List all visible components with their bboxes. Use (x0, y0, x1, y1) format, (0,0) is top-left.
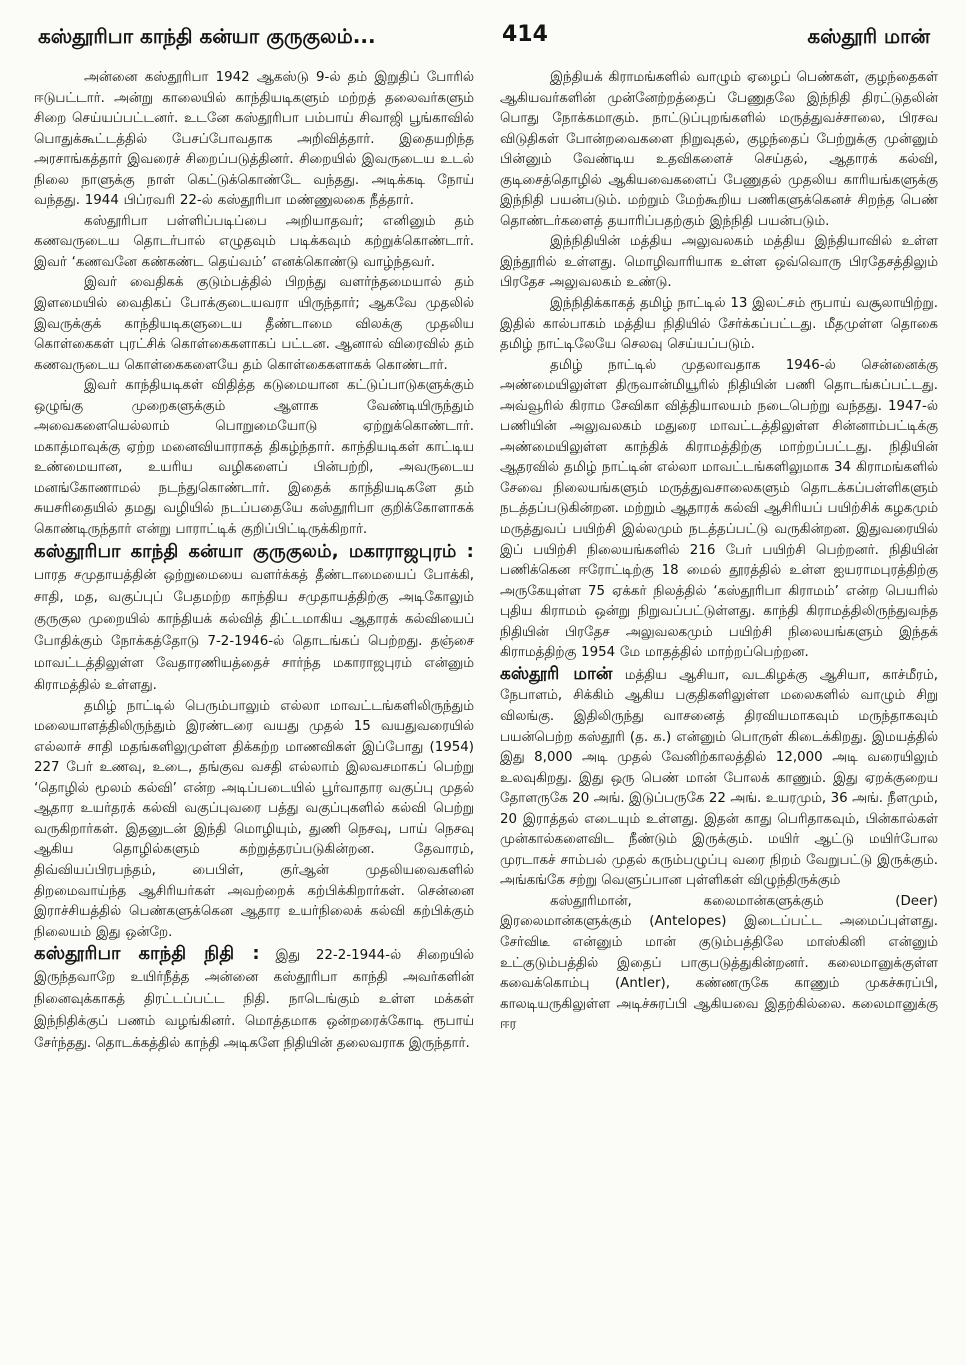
entry-body: மத்திய ஆசியா, வடகிழக்கு ஆசியா, காச்மீரம், நேபாளம், சிக்கிம் ஆகிய பகுதிகளிலுள்ள மலைகளில் வாழும் சிறு விலங்கு. இதிலிருந்து வாசனைத் திரவியமாகவும் மருந்தாகவும் பயன்பெற்ற கஸ்தூரி (த. க.) என்னும் பொருள் கிடைக்கிறது. இமயத்தில் இது 8,000 அடி முதல் வேனிற்காலத்தில் 12,000 அடி வரையிலும் உலவுகிறது. இது ஒரு பெண் மான் போலக் காணும். இது ஏறக்குறைய தோளருகே 20 அங். இடுப்பருகே 22 அங். உயரமும், 36 அங். நீளமும், 20 இராத்தல் எடையும் உள்ளது. இதன் காது பெரிதாகவும், பின்கால்கள் முன்கால்களைவிட நீண்டும் இருக்கும். மயிர் ஆட்டு மயிர்போல முரடாகச் சாம்பல் முதல் கரும்பழுப்பு வரை நிறம் வேறுபட்டு இருக்கும். அங்கங்கே சற்று வெளுப்பான புள்ளிகள் விழுந்திருக்கும் (500, 667, 938, 889)
paragraph: இந்நிதியின் மத்திய அலுவலகம் மத்திய இந்தியாவில் உள்ள இந்தூரில் உள்ளது. மொழிவாரியாக உள்ள ஒவ்வொரு பிரதேசத்திலும் பிரதேச அலுவலகம் உண்டு. (500, 234, 938, 291)
paragraph: இந்நிதிக்காகத் தமிழ் நாட்டில் 13 இலட்சம் ரூபாய் வசூலாயிற்று. இதில் கால்பாகம் மத்திய நிதியில் சேர்க்கப்பட்டது. மீதமுள்ள தொகை தமிழ் நாட்டிலேயே செலவு செய்யப்படும். (500, 296, 938, 353)
entry-body: இது 22-2-1944-ல் சிறையில் இருந்தவாறே உயிர்நீத்த அன்னை கஸ்தூரிபா காந்தி அவர்களின் நினைவுக்காகத் திரட்டப்பட்ட நிதி. நாடெங்கும் உள்ள மக்கள் இந்நிதிக்குப் பணம் வழங்கினர். மொத்தமாக ஒன்றரைக்கோடி ரூபாய் சேர்ந்தது. தொடக்கத்தில் காந்தி அடிகளே நிதியின் தலைவராக இருந்தார். (34, 948, 474, 1052)
entry-gurukulam (34, 541, 474, 697)
entry-body: பாரத சமுதாயத்தின் ஒற்றுமையை வளர்க்கத் தீண்டாமையைப் போக்கி, சாதி, மத, வகுப்புப் பேதமற்ற காந்திய சமுதாயத்திற்கு அடிகோலும் குருகுல முறையில் காந்தியக் கல்வித் திட்டமாகிய ஆதாரக் கல்வியைப் போதிக்கும் நோக்கத்தோடு 7-2-1946-ல் தொடங்கப் பெற்றது. தஞ்சை மாவட்டத்திலுள்ள வேதாரணியத்தைச் சார்ந்த மகாராஜபுரம் என்னும் கிராமத்தில் உள்ளது. (34, 567, 474, 693)
right-column (500, 68, 938, 1036)
entry-headword: கஸ்தூரி மான் (500, 663, 613, 684)
paragraph: கஸ்தூரிபா பள்ளிப்படிப்பை அறியாதவர்; எனினும் தம் கணவருடைய தொடர்பால் எழுதவும் படிக்கவும் கற்றுக்கொண்டார். இவர் ‘கணவனே கண்கண்ட தெய்வம்’ எனக்கொண்டு வாழ்ந்தவர். (34, 213, 474, 270)
paragraph: கஸ்தூரிமான், கலைமான்களுக்கும் (Deer) இரலைமான்களுக்கும் (Antelopes) இடைப்பட்ட அமைப்புள்ளது. சேர்விடீ என்னும் மான் குடும்பத்திலே மாஸ்கினி என்னும் உட்குடும்பத்தில் இதைப் பாகுபடுத்துகின்றனர். கலைமானுக்குள்ள கவைக்கொம்பு (Antler), கண்ணருகே காணும் முகச்சுரப்பி, காலடியருகிலுள்ள அடிச்சுரப்பி ஆகியவை இதற்கில்லை. கலைமானுக்கு ஈர (500, 893, 938, 1033)
running-title: கஸ்தூரிபா காந்தி கன்யா குருகுலம்... (38, 24, 376, 48)
paragraph: இவர் காந்தியடிகள் விதித்த கடுமையான கட்டுப்பாடுகளுக்கும் ஒழுங்கு முறைகளுக்கும் ஆளாக வேண்டியிருந்தும் அவைகளையெல்லாம் பொறுமையோடு ஏற்றுக்கொண்டார். மகாத்மாவுக்கு ஏற்ற மனைவியாராகத் திகழ்ந்தார். காந்தியடிகள் காட்டிய உண்மையான, உயரிய வழிகளைப் பின்பற்றி, அவருடைய மனங்கோணாமல் நடந்துகொண்டார். இதைக் காந்தியடிகளே தம் சுயசரிதையில் தமது வழியில் நடப்பதையே கஸ்தூரிபா குறிக்கோளாகக் கொண்டிருந்தார் என்று பாராட்டிக் குறிப்பிட்டிருக்கிறார். (34, 378, 474, 538)
paragraph: இந்தியக் கிராமங்களில் வாழும் ஏழைப் பெண்கள், குழந்தைகள் ஆகியவர்களின் முன்னேற்றத்தைப் பேணுதலே இந்நிதி திரட்டுதலின் பொது நோக்கமாகும். நாட்டுப்புறங்களில் மருத்துவச்சாலை, பிரசவ விடுதிகள் போன்றவைகளை நிறுவுதல், குழந்தைப் பேற்றுக்கு முன்னும் பின்னும் வேண்டிய உதவிகளைச் செய்தல், ஆதாரக் கல்வி, குடிசைத்தொழில் ஆகியவைகளைப் பேணுதல் முதலிய காரியங்களுக்கு இந்நிதி பயன்படும். மற்றும் மேற்கூறிய பணிகளுக்கெனச் சிறந்த பெண் தொண்டர்களைத் தயாரிப்பதற்கும் இந்நிதி பயன்படும். (500, 70, 938, 229)
page-number: 414 (502, 22, 548, 47)
left-column (34, 68, 474, 1055)
paragraph: தமிழ் நாட்டில் முதலாவதாக 1946-ல் சென்னைக்கு அண்மையிலுள்ள திருவான்மியூரில் நிதியின் பணி தொடங்கப்பட்டது. அவ்வூரில் கிராம சேவிகா வித்தியாலயம் நடைபெற்று வந்தது. 1947-ல் பணியின் அலுவலகம் மதுரை மாவட்டத்திலுள்ள சின்னாம்பட்டிக்கு அண்மையிலுள்ள காந்திக் கிராமத்திற்கு மாற்றப்பட்டது. நிதியின் ஆதரவில் தமிழ் நாட்டின் எல்லா மாவட்டங்களிலுமாக 34 கிராமங்களில் சேவை நிலையங்களும் மருத்துவசாலைகளும் தொடக்கப்பள்ளிகளும் நடத்தப்படுகின்றன. மற்றும் ஆதாரக் கல்வி ஆசிரியப் பயிற்சிக் கழகமும் மருத்துவப் பயிற்சி இல்லமும் நடத்தப்பட்டு வருகின்றன. இதுவரையில் இப் பயிற்சி நிலையங்களில் 216 பேர் பயிற்சி பெற்றனர். நிதியின் பணிக்கென ஈரோட்டிற்கு 18 மைல் தூரத்தில் உள்ள ஐயராமபுரத்திற்கு அருகேயுள்ள 75 ஏக்கர் நிலத்தில் ‘கஸ்தூரிபா கிராமம்’ என்ற பெயரில் புதிய கிராமம் ஒன்று நிறுவப்பட்டுள்ளது. காந்தி கிராமத்திலிருந்துவந்த நிதியின் பிரதேச அலுவலகமும் பயிற்சி நிலையங்களும் இந்தக் கிராமத்திற்கு 1954 மே மாதத்தில் மாற்றப்பெற்றன. (500, 357, 938, 661)
running-title-right: கஸ்தூரி மான் (807, 24, 930, 48)
entry-headword: கஸ்தூரிபா காந்தி நிதி : (34, 943, 260, 965)
paragraph: அன்னை கஸ்தூரிபா 1942 ஆகஸ்டு 9-ல் தம் இறுதிப் போரில் ஈடுபட்டார். அன்று காலையில் காந்தியடிகளும் மற்றத் தலைவர்களும் சிறை செய்யப்பட்டனர். உடனே கஸ்தூரிபா பம்பாய் சிவாஜி பூங்காவில் பொதுக்கூட்டத்தில் பேசப்போவதாக அறிவித்தார். இதையறிந்த அரசாங்கத்தார் இவரைச் சிறைப்படுத்தினர். சிறையில் இவருடைய உடல் நிலை நாளுக்கு நாள் கெட்டுக்கொண்டே வந்தது. அடிக்கடி நோய் வந்தது. 1944 பிப்ரவரி 22-ல் கஸ்தூரிபா மண்ணுலகை நீத்தார். (34, 70, 474, 209)
entry-musk-deer (500, 664, 938, 892)
entry-kasturba-fund (34, 943, 474, 1055)
text-columns (34, 68, 936, 1365)
entry-headword: கஸ்தூரிபா காந்தி கன்யா குருகுலம், மகாராஜபுரம் : (34, 540, 474, 562)
paragraph: இவர் வைதிகக் குடும்பத்தில் பிறந்து வளர்ந்தமையால் தம் இளமையில் வைதிகப் போக்குடையவரா யிருந்தார்; ஆகவே முதலில் இவருக்குக் காந்தியடிகளுடைய தீண்டாமை விலக்கு முதலிய கொள்கைகள் புரட்சிக் கொள்கைகளாகப் பட்டன. ஆனால் விரைவில் தம் கணவருடைய கொள்கைகளையே தம் கொள்கைகளாகக் கொண்டார். (34, 275, 474, 373)
page-header (32, 22, 936, 62)
paragraph: தமிழ் நாட்டில் பெரும்பாலும் எல்லா மாவட்டங்களிலிருந்தும் மலையாளத்திலிருந்தும் இரண்டரை வயது முதல் 15 வயதுவரையில் எல்லாச் சாதி மதங்களிலுமுள்ள திக்கற்ற மாணவிகள் இப்போது (1954) 227 பேர் உணவு, உடை, தங்குவ வசதி எல்லாம் இலவசமாகப் பெற்று ‘தொழில் மூலம் கல்வி’ என்ற அடிப்படையில் பூர்வாதார வகுப்பு முதல் ஆதார உயர்தரக் கல்வி வகுப்புவரை பத்து வகுப்புகளில் கல்வி பெற்று வருகிறார்கள். இதனுடன் இந்தி மொழியும், துணி நெசவு, பாய் நெசவு ஆகிய தொழில்களும் கற்றுத்தரப்படுகின்றன. தேவாரம், திவ்வியப்பிரபந்தம், பைபிள், குர்ஆன் முதலியவைகளில் திறமைவாய்ந்த ஆசிரியர்கள் அவற்றைக் கற்பிக்கிறார்கள். சென்னை இராச்சியத்தில் பெண்களுக்கென ஆதார உயர்நிலைக் கல்வி கற்பிக்கும் நிலையம் இது ஒன்றே. (34, 698, 474, 940)
